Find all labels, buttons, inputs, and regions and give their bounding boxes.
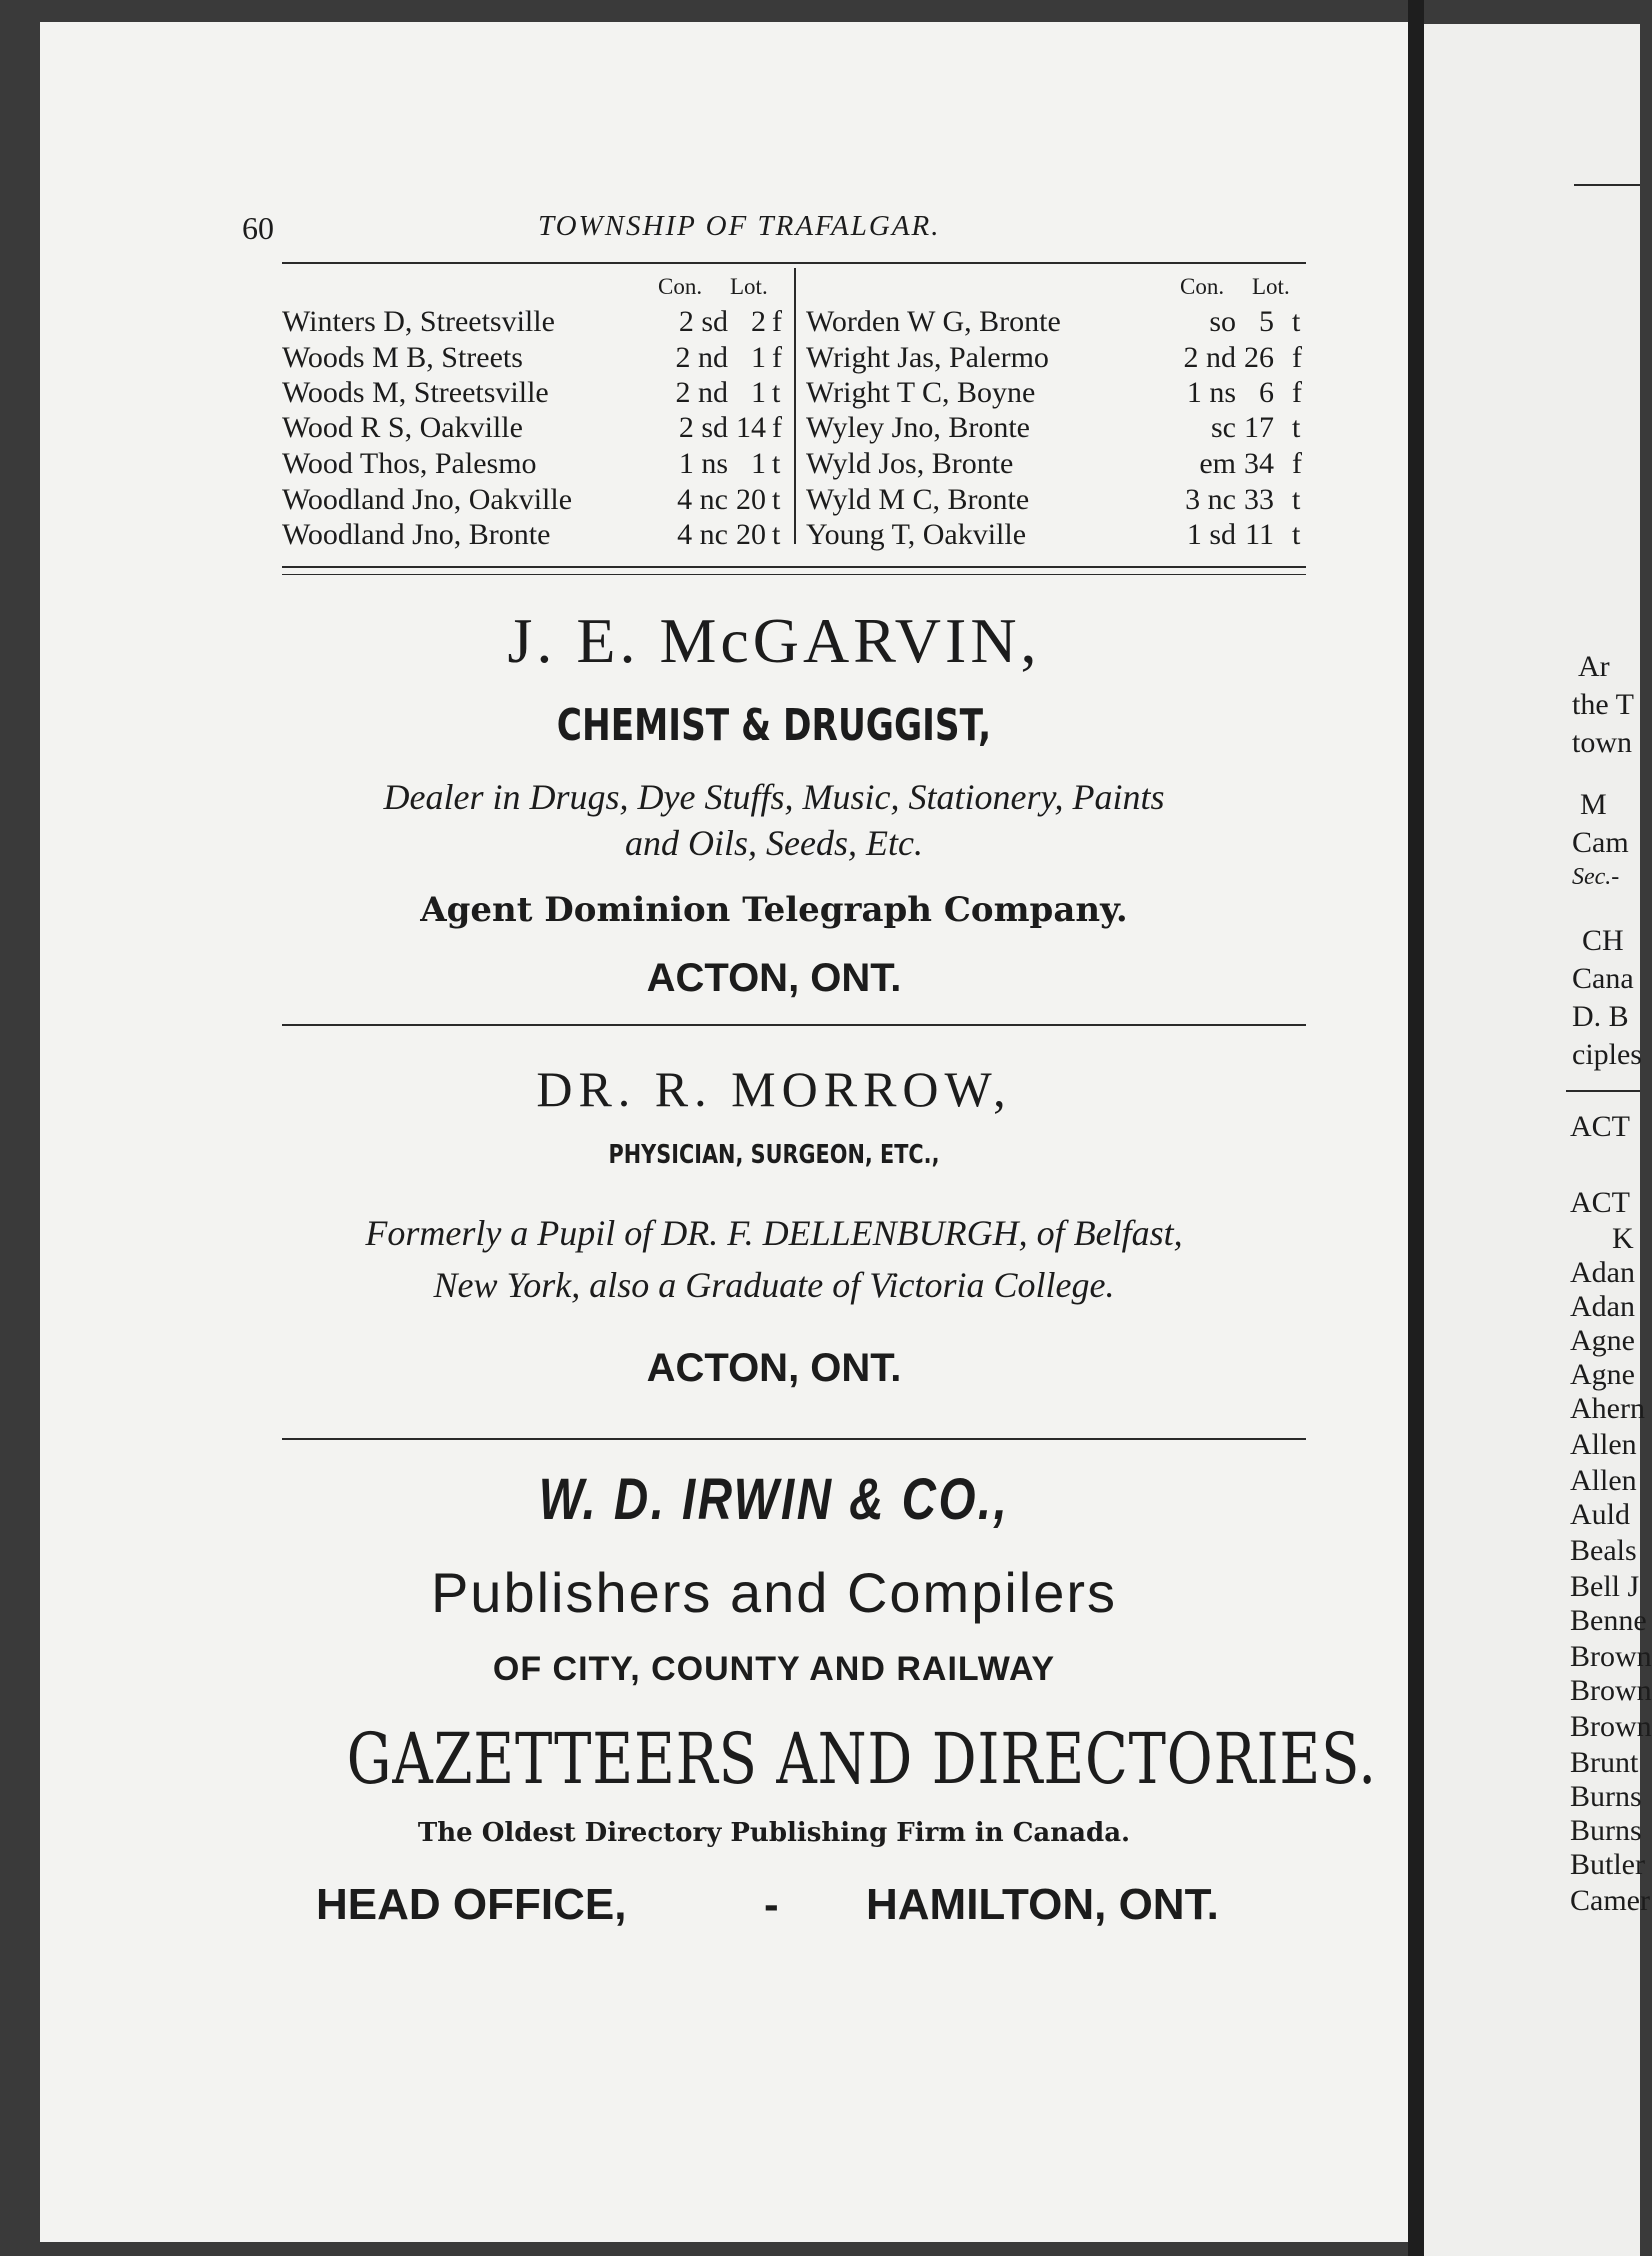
next-page-rule [1566,1090,1640,1092]
entry-name: Wyley Jno, Bronte [806,411,1030,444]
head-office-separator: - [764,1880,779,1929]
entry-lot: 1 [751,341,766,374]
entry-name: Wright Jas, Palermo [806,341,1049,374]
entry-lot: 1 [751,376,766,409]
entry-name: Young T, Oakville [806,518,1027,551]
entry-con: sc [1211,411,1236,444]
next-page-line: ACT [1570,1186,1630,1219]
next-page-line: Allen [1570,1428,1637,1461]
advertiser-product: GAZETTEERS AND DIRECTORIES. [346,1718,1377,1800]
next-page-line: K [1612,1222,1634,1255]
next-page-line: the T [1572,688,1634,721]
next-page-line: Sec.- [1572,864,1620,890]
page-number: 60 [242,210,274,246]
next-page-line: Burns [1570,1814,1642,1847]
book-gutter [1408,0,1424,2256]
advertiser-description: and Oils, Seeds, Etc. [625,823,923,863]
next-page-line: Cana [1572,962,1634,995]
entry-name: Wood Thos, Palesmo [282,447,537,480]
entry-con: 2 sd [678,411,728,444]
entry-lot: 20 [736,483,766,516]
next-page-line: Benne [1570,1604,1647,1637]
table-bottom-rule-thin [282,574,1306,575]
entry-con: 1 ns [678,447,728,480]
entry-lot: 26 [1244,341,1274,374]
next-page-line: Brown [1570,1710,1652,1743]
next-page-line: Adan [1570,1256,1635,1289]
entry-type: t [772,518,781,551]
ad-divider-rule [282,1024,1306,1026]
column-divider [794,268,796,544]
next-page-line: Brown [1570,1640,1652,1673]
next-page-line: Beals [1570,1534,1637,1567]
ad-divider-rule [282,1438,1306,1440]
entry-con: 1 sd [1186,518,1236,551]
entry-name: Wyld M C, Bronte [806,483,1030,516]
head-office-label: HEAD OFFICE, [316,1880,627,1929]
next-page-line: Camer [1570,1884,1650,1917]
advertiser-trade: CHEMIST & DRUGGIST, [556,700,992,751]
entry-con: 2 nd [675,376,728,409]
next-page-line: Brown [1570,1674,1652,1707]
next-page-line: Ahern [1570,1392,1645,1425]
advertiser-agency: Agent Dominion Telegraph Company. [420,890,1128,930]
entry-con: 4 nc [677,518,728,551]
next-page-line: Adan [1570,1290,1635,1323]
header-rule [282,262,1306,264]
entry-lot: 1 [751,447,766,480]
right-column-header-lot: Lot. [1252,274,1290,299]
entry-name: Wyld Jos, Bronte [806,447,1014,480]
advertiser-credentials: Formerly a Pupil of DR. F. DELLENBURGH, of Belfast, [365,1213,1183,1253]
next-page-line: Cam [1572,826,1629,859]
next-page-rule [1574,184,1640,186]
entry-type: f [1292,376,1302,409]
entry-lot: 5 [1259,305,1274,338]
entry-name: Woods M B, Streets [282,341,523,374]
advertiser-name: W. D. IRWIN & CO., [538,1467,1010,1532]
entry-name: Woodland Jno, Oakville [282,483,573,516]
entry-name: Woods M, Streetsville [282,376,549,409]
entry-type: f [1292,341,1302,374]
running-head: TOWNSHIP OF TRAFALGAR. [538,210,941,242]
entry-lot: 17 [1244,411,1274,444]
entry-name: Wright T C, Boyne [806,376,1036,409]
entry-name: Wood R S, Oakville [282,411,523,444]
entry-type: t [1292,411,1301,444]
next-page-line: Burns [1570,1780,1642,1813]
next-page-fragment [1424,24,1652,2256]
advertiser-profession: PHYSICIAN, SURGEON, ETC., [608,1140,940,1170]
entry-type: t [1292,305,1301,338]
next-page-line: Auld [1570,1498,1630,1531]
next-page-line: ciples [1572,1038,1642,1071]
entry-lot: 33 [1244,483,1274,516]
entry-con: 2 nd [675,341,728,374]
advertiser-location: HAMILTON, ONT. [866,1880,1219,1929]
advertiser-credentials: New York, also a Graduate of Victoria College. [433,1265,1115,1305]
entry-con: 4 nc [677,483,728,516]
entry-lot: 11 [1245,518,1274,551]
next-page-line: CH [1582,924,1624,957]
entry-type: f [772,411,782,444]
advertiser-trade: Publishers and Compilers [430,1561,1118,1624]
next-page-line: Ar [1578,650,1610,683]
advertiser-location: ACTON, ONT. [646,1346,902,1390]
next-page-line: D. B [1572,1000,1629,1033]
next-page-line: Butler [1570,1848,1645,1881]
entry-type: t [772,447,781,480]
advertiser-name: DR. R. MORROW, [536,1061,1012,1117]
advertiser-tagline: The Oldest Directory Publishing Firm in Canada. [417,1818,1131,1848]
entry-type: f [1292,447,1302,480]
next-page-line: Agne [1570,1324,1635,1357]
advertiser-location: ACTON, ONT. [646,956,902,1000]
entry-name: Winters D, Streetsville [282,305,555,338]
entry-con: 2 nd [1183,341,1236,374]
entry-con: 1 ns [1186,376,1236,409]
next-page-line: Brunt [1570,1746,1639,1779]
left-column-header-con: Con. [658,274,703,299]
right-column-header-con: Con. [1180,274,1225,299]
entry-lot: 20 [736,518,766,551]
advertiser-name: J. E. McGARVIN, [507,605,1041,676]
entry-type: f [772,305,782,338]
entry-con: em [1199,447,1236,480]
advertiser-description: Dealer in Drugs, Dye Stuffs, Music, Stationery, Paints [383,777,1165,817]
left-column-header-lot: Lot. [730,274,768,299]
entry-type: t [1292,518,1301,551]
entry-con: 2 sd [678,305,728,338]
entry-type: t [772,483,781,516]
next-page-line: Bell J [1570,1570,1640,1603]
next-page-line: ACT [1570,1110,1630,1143]
table-bottom-rule [282,566,1306,568]
entry-lot: 14 [736,411,766,444]
next-page-line: M [1580,788,1607,821]
next-page-line: town [1572,726,1632,759]
entry-lot: 2 [751,305,766,338]
entry-lot: 6 [1259,376,1274,409]
next-page-line: Allen [1570,1464,1637,1497]
entry-lot: 34 [1244,447,1274,480]
entry-name: Woodland Jno, Bronte [282,518,551,551]
next-page-line: Agne [1570,1358,1635,1391]
entry-con: 3 nc [1185,483,1236,516]
entry-type: t [1292,483,1301,516]
advertiser-description: OF CITY, COUNTY AND RAILWAY [492,1650,1056,1688]
entry-con: so [1209,305,1236,338]
entry-name: Worden W G, Bronte [806,305,1061,338]
entry-type: t [772,376,781,409]
entry-type: f [772,341,782,374]
